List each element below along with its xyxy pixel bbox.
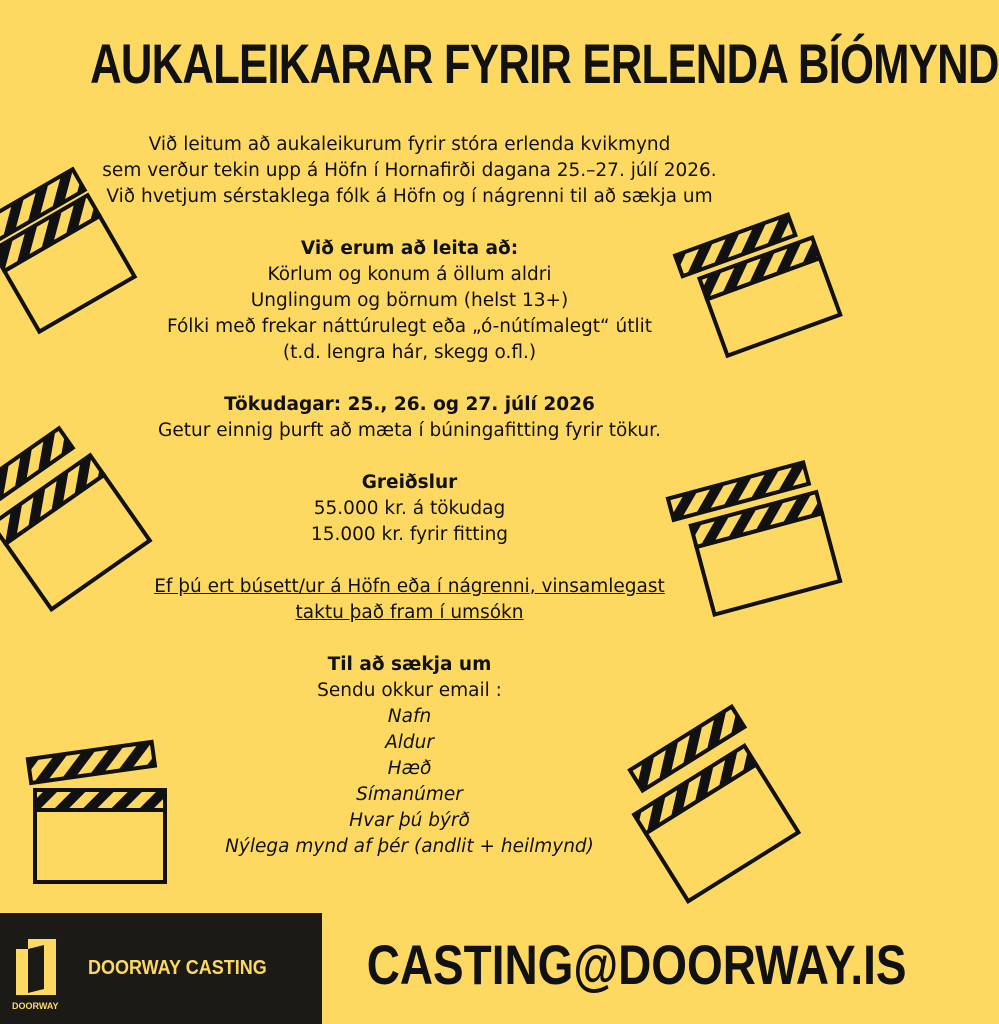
clapperboard-icon [0,420,140,620]
clapperboard-icon [20,730,170,890]
brand-name: DOORWAY CASTING [88,957,267,979]
clapperboard-icon [680,210,830,360]
looking-for-item: Körlum og konum á öllum aldri [267,264,552,285]
shooting-note: Getur einnig þurft að mæta í búningafitting fyrir tökur. [158,420,661,441]
local-note-line-1: Ef þú ert búsett/ur á Höfn eða í nágrenni, vinsamlegast [154,576,665,597]
apply-field: Nafn [387,706,432,727]
footer-brand-box [0,913,322,1024]
looking-for-item: Unglingum og börnum (helst 13+) [250,290,569,311]
shooting-heading: Tökudagar: 25., 26. og 27. júlí 2026 [224,394,595,415]
intro-line-3: Við hvetjum sérstaklega fólk á Höfn og í nágrenni til að sækja um [106,186,713,207]
looking-for-heading: Við erum að leita að: [300,238,519,259]
local-note-line-2: taktu það fram í umsókn [295,602,524,623]
door-logo-icon [14,935,62,999]
apply-field: Aldur [385,732,434,753]
apply-field: Nýlega mynd af þér (andlit + heilmynd) [225,836,594,857]
intro-line-1: Við leitum að aukaleikurum fyrir stóra erlenda kvikmynd [148,134,671,155]
clapperboard-icon [670,450,819,620]
payment-line: 15.000 kr. fyrir fitting [310,524,509,545]
looking-for-item: Fólki með frekar náttúrulegt eða „ó-nútímalegt“ útlit [167,316,652,337]
payment-heading: Greiðslur [361,472,458,493]
apply-instruction: Sendu okkur email : [317,680,502,701]
clapperboard-icon [0,150,130,330]
apply-heading: Til að sækja um [327,654,492,675]
apply-field: Símanúmer [356,784,463,805]
contact-email[interactable]: CASTING@DOORWAY.IS [366,933,907,996]
looking-for-item: (t.d. lengra hár, skegg o.fl.) [282,342,537,363]
apply-field: Hæð [387,758,432,779]
apply-field: Hvar þú býrð [349,810,470,831]
logo-caption: DOORWAY [12,1001,59,1011]
clapperboard-icon [620,710,810,910]
payment-line: 55.000 kr. á tökudag [313,498,506,519]
intro-line-2: sem verður tekin upp á Höfn í Hornafirði dagana 25.–27. júlí 2026. [102,160,717,181]
page-title: AUKALEIKARAR FYRIR ERLENDA BÍÓMYND [90,32,999,95]
